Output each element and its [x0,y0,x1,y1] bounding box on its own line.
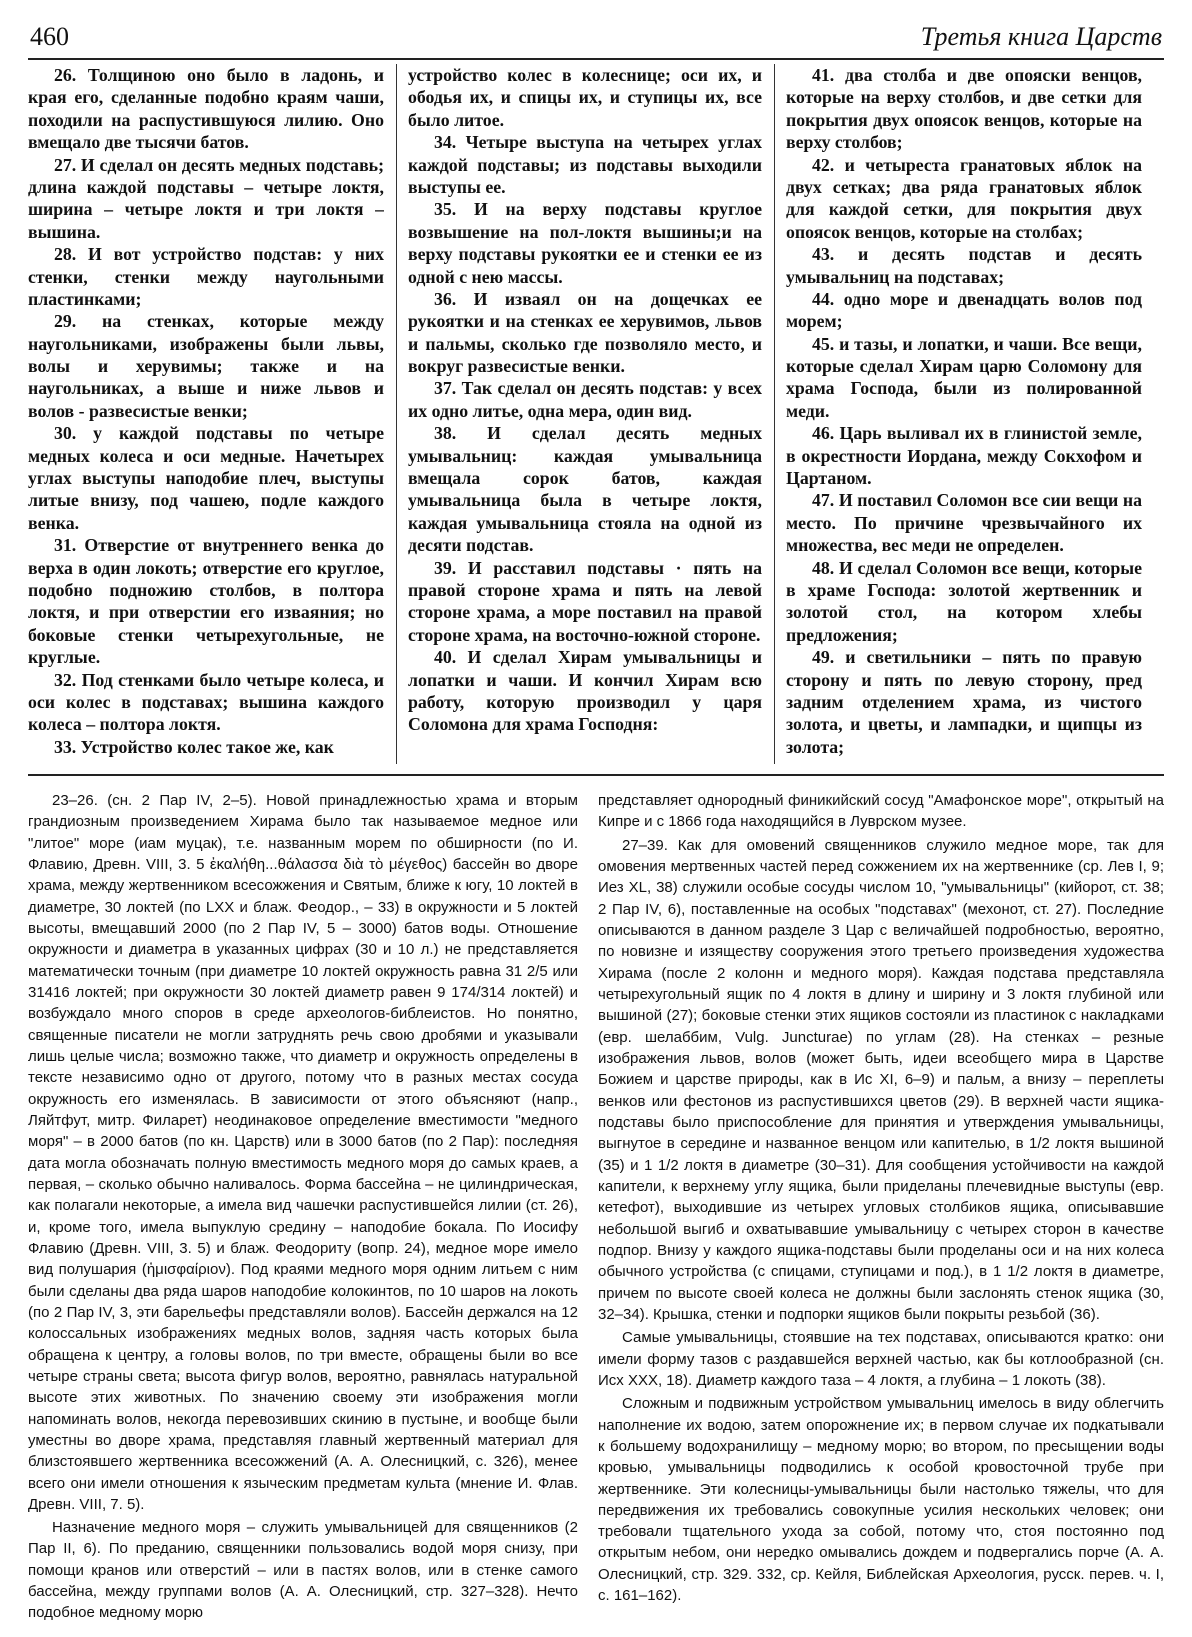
verse: 49. и светильники – пять по правую сторону и пять по левую сторону, пред задним отделением храма, из чистого золота, и цветы, и лампадки, и щипцы из золота; [786,647,1142,757]
verse: 26. Толщиною оно было в ладонь, и края его, сделанные подобно краям чаши, походили на распустившуюся лилию. Оно вмещало две тысячи батов. [28,65,384,153]
commentary-column-left [28,790,578,1630]
verse: 29. на стенках, которые между наугольниками, изображены были львы, волы и херувимы; также и на наугольниках, а выше и ниже львов и волов - развесистые венки; [28,311,384,421]
verse: 32. Под стенками было четыре колеса, и оси колес в подставах; вышина каждого колеса – полтора локтя. [28,669,384,735]
verse: 48. И сделал Соломон все вещи, которые в храме Господа: золотой жертвенник и золотой стол, на котором хлебы предложения; [786,557,1142,645]
verse: 41. два столба и две опояски венцов, которые на верху столбов, и две сетки для покрытия двух опоясок венцов, которые на верху столбов; [786,65,1142,153]
commentary-paragraph: 23–26. (сн. 2 Пар IV, 2–5). Новой принадлежностью храма и вторым грандиозным произведением Хирама было так называемое медное или "литое" море (иам муцак), т.е. названным морем по обширности (по И. Флавию, Древн. VIII, 3. 5 ἐκαλήθη...θάλασσα διὰ τὸ μέγεθος) бассейн во дворе храма, между жертвенником всесожжения и Святым, ближе к югу, 10 локтей в диаметре, 30 локтей (по LXX и блаж. Феодор., – 33) в окружности и 5 локтей высоты, вмещавший 2000 (по 2 Пар IV, 5 – 3000) батов воды. Отношение окружности и диаметра в указанных цифрах (30 и 10 л.) не представляется математически точным (при диаметре 10 локтей окружность равна 31 2/5 или 31416 локтей; при окружности 30 локтей диаметр равен 9 174/314 локтей) и возбуждало много споров в среде археологов-библеистов. Но понятно, священные писатели не могли затруднять речь свою дробями и указывали лишь целые числа; возможно также, что диаметр и окружность определены в тексте независимо одно от другого, потому что в разных местах сосуда окружность его изменялась. В зависимости от этого объясняют (напр., Ляйтфут, митр. Филарет) неодинаковое определение вместимости "медного моря" – в 2000 батов (по кн. Царств) или в 3000 батов (по 2 Пар): последняя дата могла обозначать полную вместимость медного моря до самых краев, а первая, – сколько обычно наливалось. Форма бассейна – не цилиндрическая, как полагали некоторые, а имела вид чашечки распустившейся лилии (ст. 26), и, кроме того, имела выпуклую средину – наподобие бокала. По Иосифу Флавию (Древн. VIII, 3. 5) и блаж. Феодориту (вопр. 24), медное море имело вид полушария (ἡμισφαίριον). Под краями медного моря одним литьем с ним были сделаны два ряда шаров наподобие колокинтов, по 10 шаров на локоть (по 2 Пар IV, 3, эти барельефы представляли волов). Бассейн держался на 12 колоссальных изображениях медных волов, задняя часть которых была обращена к центру, а головы волов, по три вместе, обращены были во все четыре страны света; высота фигур волов, вероятно, равнялась натуральной высоте этих животных. По значению своему эти изображения могли напоминать волов, некогда перевозивших скинию в пустыне, и вообще были уместны во дворе храма, представляя главный жертвенный материал для близстоявшего жертвенника всесожжений (А. А. Олесницкий, с. 326), менее всего они имели отношения к языческим предметам культа (мнение И. Флав. Древн. VIII, 7. 5). [28,792,578,1513]
page-number: 460 [30,22,69,51]
verse: 43. и десять подстав и десять умывальниц на подставах; [786,244,1142,287]
verse: 36. И изваял он на дощечках ее рукоятки и на стенках ее херувимов, львов и пальмы, сколько где позволяло место, и вокруг развесистые венки. [408,288,762,377]
verse: 44. одно море и двенадцать волов под морем; [786,288,1142,332]
commentary-paragraph: Сложным и подвижным устройством умывальниц имелось в виду облегчить наполнение их водою, затем опорожнение их; в первом случае их подкатывали к большему водохранилищу – медному морю; во втором, по пресыщении воды кровью, умывальницы подводились к особой кровосточной трубе при жертвеннике. Эти колесницы-умывальницы были настолько тяжелы, что для передвижения их требовались совокупные усилия нескольких человек; они требовали тщательного ухода за собой, потому что, стоя постоянно под открытым небом, они нередко омывались дождем и подвергались порче (А. А. Олесницкий, стр. 329. 332, ср. Кейля, Библейская Археология, русск. перев. ч. I, с. 161–162). [598,1395,1164,1605]
commentary-paragraph: Назначение медного моря – служить умывальницей для священников (2 Пар II, 6). По преданию, священники пользовались водой моря снизу, при помощи кранов или отверстий – или в пастях волов, или в стенке самого бассейна, между группами волов (А. А. Олесницкий, стр. 327–328). Нечто подобное медному морю [28,1519,578,1622]
page-header [28,22,1164,60]
commentary-paragraph: 27–39. Как для омовений священников служило медное море, так для омовения мертвенных частей перед сожжением их на жертвеннике (ср. Лев I, 9; Иез XL, 38) служили особые сосуды числом 10, "умывальницы" (кийорот, ст. 38; 2 Пар IV, 6), поставленные на особых "подставах" (мехонот, ст. 27). Последние описываются в данном разделе 3 Цар с величайшей подробностью, вероятно, по новизне и изяществу сооружения этого третьего произведения художества Хирама (после 2 колонн и медного моря). Каждая подстава представляла четырехугольный ящик по 4 локтя в длину и ширину и 3 локтя глубиной или вышиной (27); боковые стенки этих ящиков состояли из пластинок с накладками (евр. шелаббим, Vulg. Juncturae) по углам (28). На стенках – резные изображения львов, волов (может быть, идеи всеобщего мира в Царстве Божием и царстве природы, как в Ис XI, 6–9) и пальм, а внизу – переплеты венков или фестонов из распустившихся цветов (29). В верхней части ящика-подставы было приспособление для принятия и утверждения умывальницы, выгнутое в середине и названное венцом или капителью, в 1/2 локтя вышиной (35) и 1 1/2 локтя в диаметре (30–31). Для сообщения устойчивости на каждой капители, к верхнему углу ящика, были приделаны плечевидные выступы (евр. кетефот), выходившие из четырех угловых столбиков ящика, описывавшие небольшой выгиб и охватывавшие умывальницу с четырех сторон в качестве подпор. Внизу у каждого ящика-подставы были проделаны оси и на них колеса обычного устройства (с спицами, ступицами и под.), в 1 1/2 локтя в диаметре, причем по высоте своей колеса не должны были заслонять стенок ящика (30, 32–34). Крышка, стенки и подпорки ящиков были покрыты резьбой (36). [598,836,1164,1323]
verse: 47. И поставил Соломон все сии вещи на место. По причине чрезвычайного их множества, вес меди не определен. [786,490,1142,556]
verse: 45. и тазы, и лопатки, и чаши. Все вещи, которые сделал Хирам царю Соломону для храма Господа, были из полированной меди. [786,333,1142,421]
running-title: Третья книга Царств [920,22,1162,51]
commentary-paragraph: представляет однородный финикийский сосуд "Амафонское море", открытый на Кипре и с 1866 года находящийся в Луврском музее. [598,792,1164,831]
verse: 46. Царь выливал их в глинистой земле, в окрестности Иордана, между Сокхофом и Цартаном. [786,423,1142,489]
verse: 35. И на верху подставы круглое возвышение на пол-локтя вышины;и на верху подставы рукоятки ее и стенки ее из одной с нею массы. [408,199,762,287]
verse: 38. И сделал десять медных умывальниц: каждая умывальница вмещала сорок батов, каждая умывальница была в четыре локтя, каждая умывальница стояла на одной из десяти подстав. [408,423,762,556]
commentary-column-right [598,790,1164,1630]
bible-column-3 [786,64,1142,764]
verse: 40. И сделал Хирам умывальницы и лопатки и чаши. И кончил Хирам всю работу, которую производил у царя Соломона для храма Господня: [408,647,762,735]
verse: 42. и четыреста гранатовых яблок на двух сетках; два ряда гранатовых яблок для каждой сетки, для покрытия двух опоясок венцов, которые на столбах; [786,154,1142,242]
verse: 39. И расставил подставы · пять на правой стороне храма и пять на левой стороне храма, а море поставил на правой стороне храма, на восточно-южной стороне. [408,557,762,645]
column-divider [774,64,775,764]
verse: 30. у каждой подставы по четыре медных колеса и оси медные. Начетырех углах выступы наподобие плеч, выступы литые внизу, под чашею, подле каждого венка. [28,423,384,533]
bible-column-1 [28,64,384,764]
verse: 33. Устройство колес такое же, как [54,736,334,757]
verse: 28. И вот устройство подстав: у них стенки, стенки между наугольными пластинками; [28,244,384,309]
verse: 37. Так сделал он десять подстав: у всех их одно литье, одна мера, один вид. [408,378,762,421]
verse: 31. Отверстие от внутреннего венка до верха в один локоть; отверстие его круглое, подобно подножию столбов, в полтора локтя, и при отверстии его изваяния; но боковые стенки четырехугольные, не круглые. [28,535,384,668]
commentary-paragraph: Самые умывальницы, стоявшие на тех подставах, описываются кратко: они имели форму тазов с раздавшейся верхней частью, как бы котлообразной (сн. Исх XXX, 18). Диаметр каждого таза – 4 локтя, а глубина – 1 локоть (38). [598,1329,1164,1389]
section-rule [28,774,1164,776]
verse: 34. Четыре выступа на четырех углах каждой подставы; из подставы выходили выступы ее. [408,132,762,197]
column-divider [396,64,397,764]
bible-column-2 [408,64,762,764]
bible-text [28,64,1164,766]
verse: устройство колес в колеснице; оси их, и ободья их, и спицы их, и ступицы их, все было литое. [408,65,762,130]
verse: 27. И сделал он десять медных подставь; длина каждой подставы – четыре локтя, ширина – четыре локтя и три локтя – вышина. [28,154,384,242]
